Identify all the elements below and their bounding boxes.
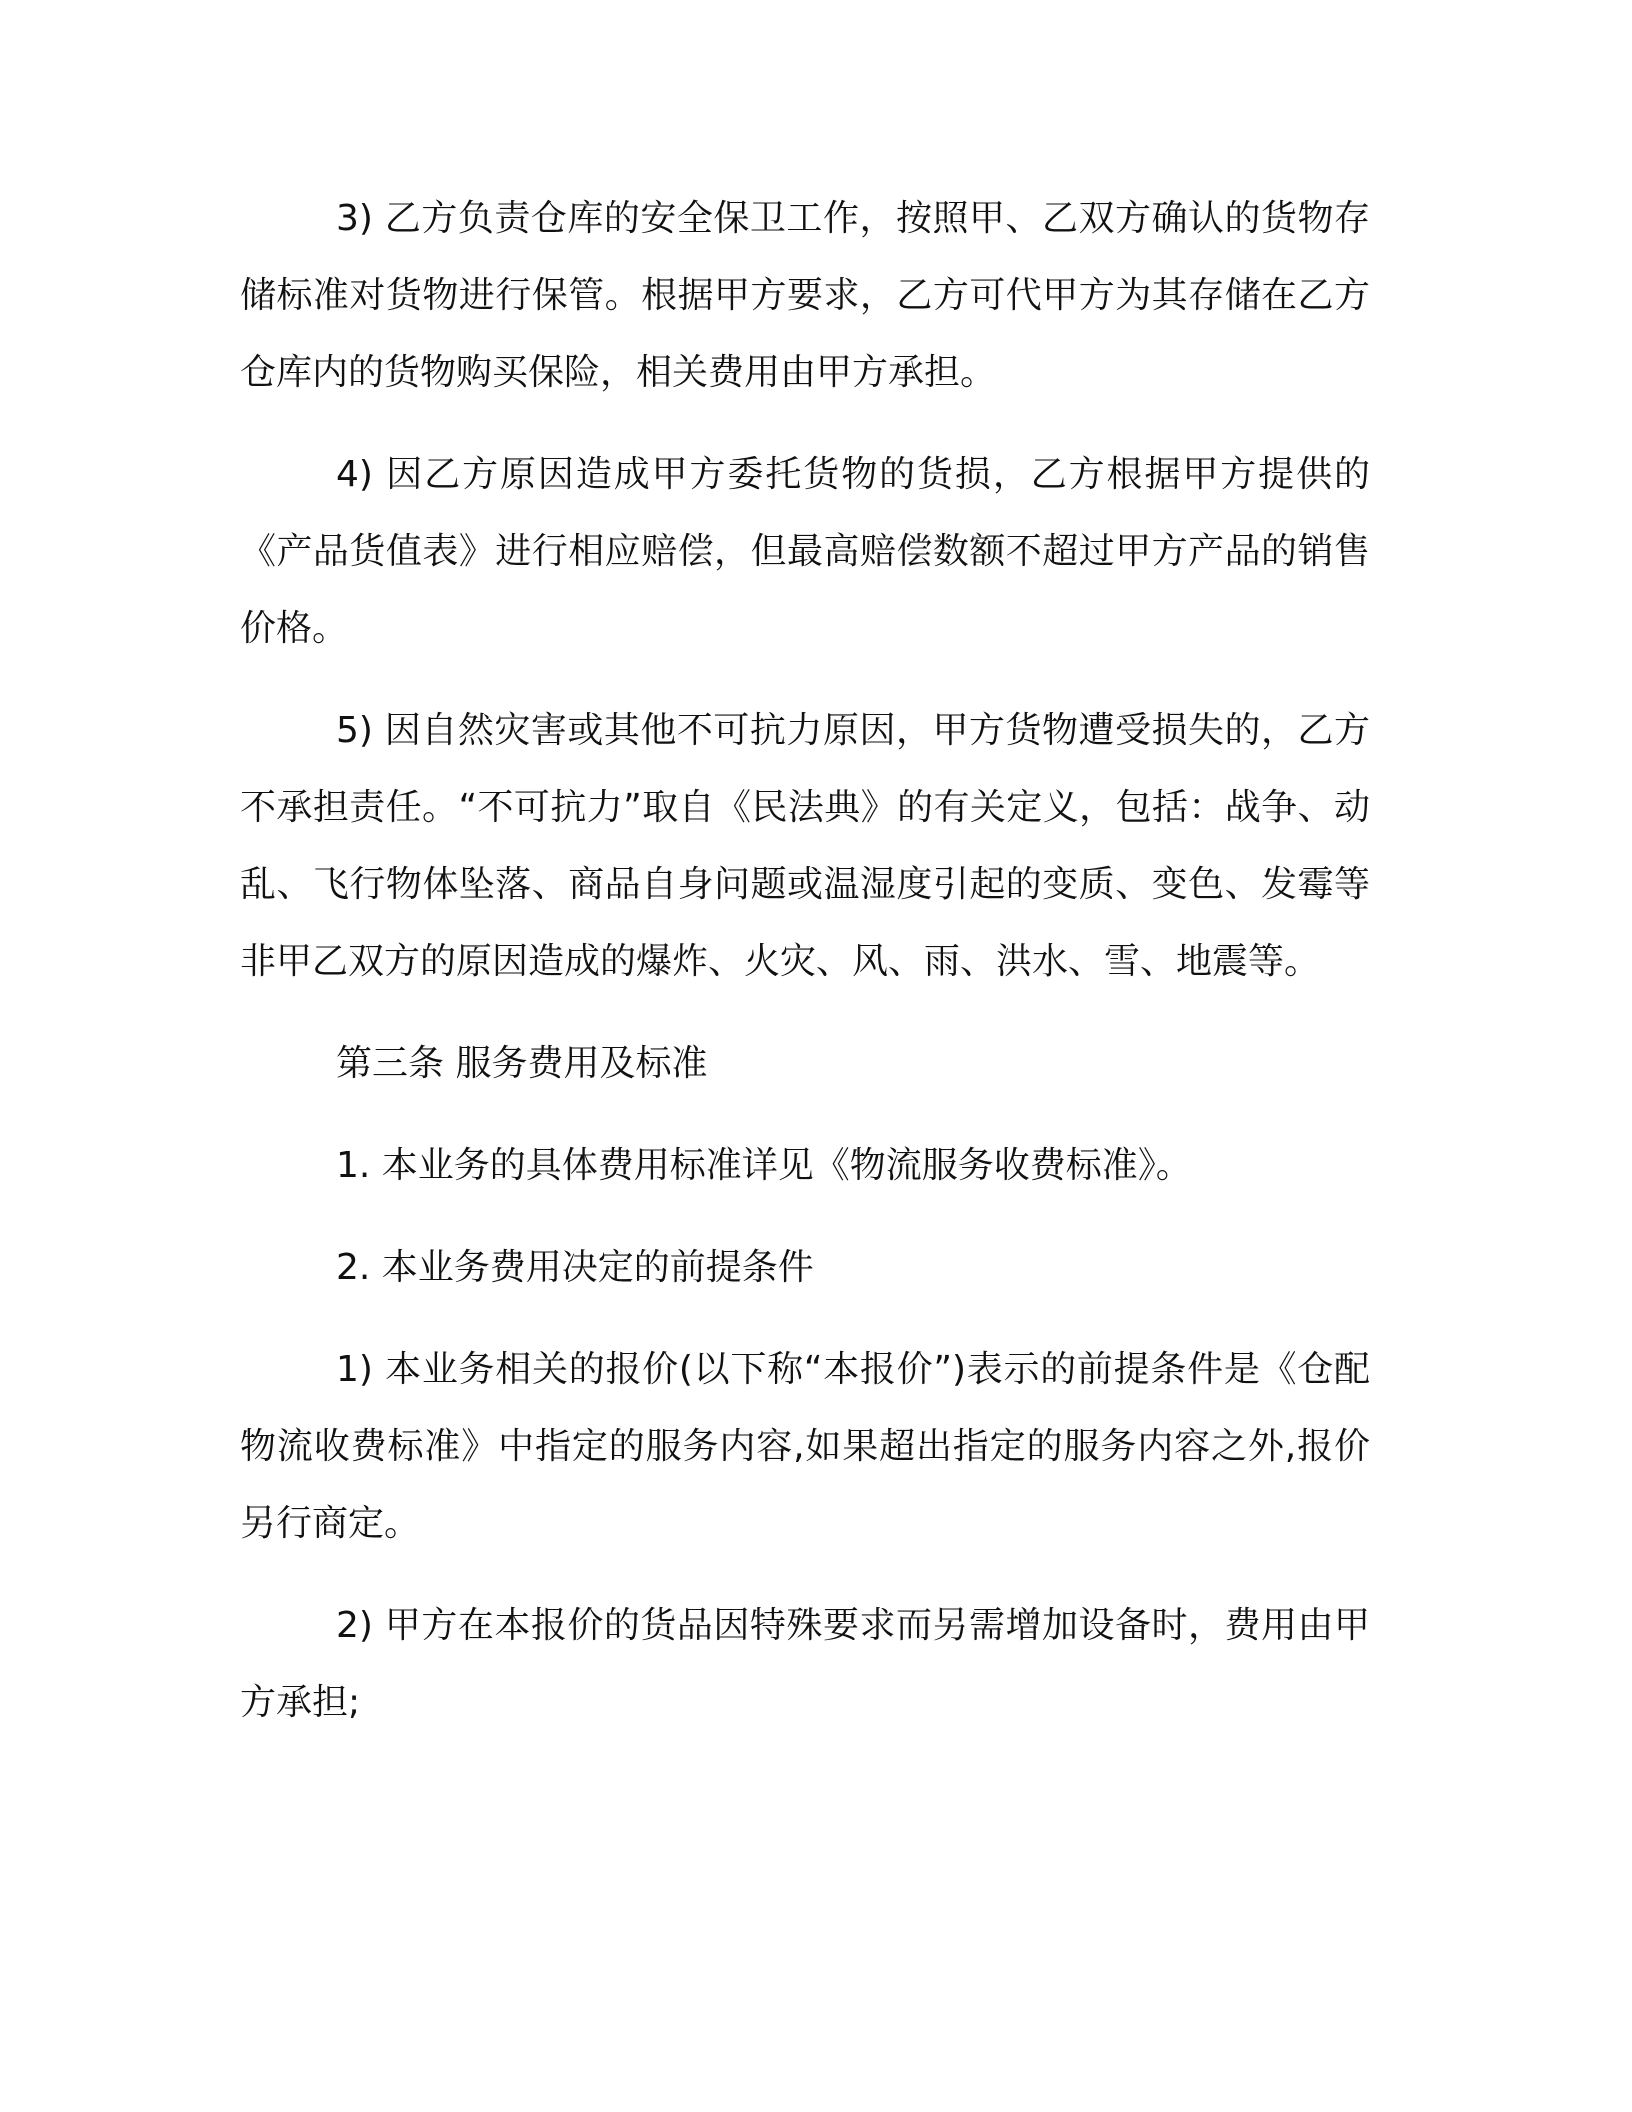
paragraph-fee-preconditions: 2. 本业务费用决定的前提条件 (336, 1247, 814, 1288)
paragraph-quote-precondition: 1) 本业务相关的报价(以下称“本报价”)表示的前提条件是《仓配物流收费标准》中指定的服务内容,如果超出指定的服务内容之外,报价另行商定。 (240, 1349, 1370, 1544)
document-page (240, 180, 1370, 1766)
paragraph-clause-4: 4) 因乙方原因造成甲方委托货物的货损，乙方根据甲方提供的《产品货值表》进行相应赔偿，但最高赔偿数额不超过甲方产品的销售价格。 (240, 454, 1370, 649)
paragraph-fee-standard: 1. 本业务的具体费用标准详见《物流服务收费标准》。 (336, 1145, 1192, 1186)
paragraph-extra-equipment: 2) 甲方在本报价的货品因特殊要求而另需增加设备时，费用由甲方承担; (240, 1605, 1370, 1723)
paragraph-clause-3: 3) 乙方负责仓库的安全保卫工作，按照甲、乙双方确认的货物存储标准对货物进行保管。根据甲方要求，乙方可代甲方为其存储在乙方仓库内的货物购买保险，相关费用由甲方承担。 (240, 198, 1370, 393)
section-heading-article-3: 第三条 服务费用及标准 (336, 1043, 708, 1084)
paragraph-clause-5: 5) 因自然灾害或其他不可抗力原因，甲方货物遭受损失的，乙方不承担责任。“不可抗力”取自《民法典》的有关定义，包括：战争、动乱、飞行物体坠落、商品自身问题或温湿度引起的变质、变色、发霉等非甲乙双方的原因造成的爆炸、火灾、风、雨、洪水、雪、地震等。 (240, 710, 1370, 982)
